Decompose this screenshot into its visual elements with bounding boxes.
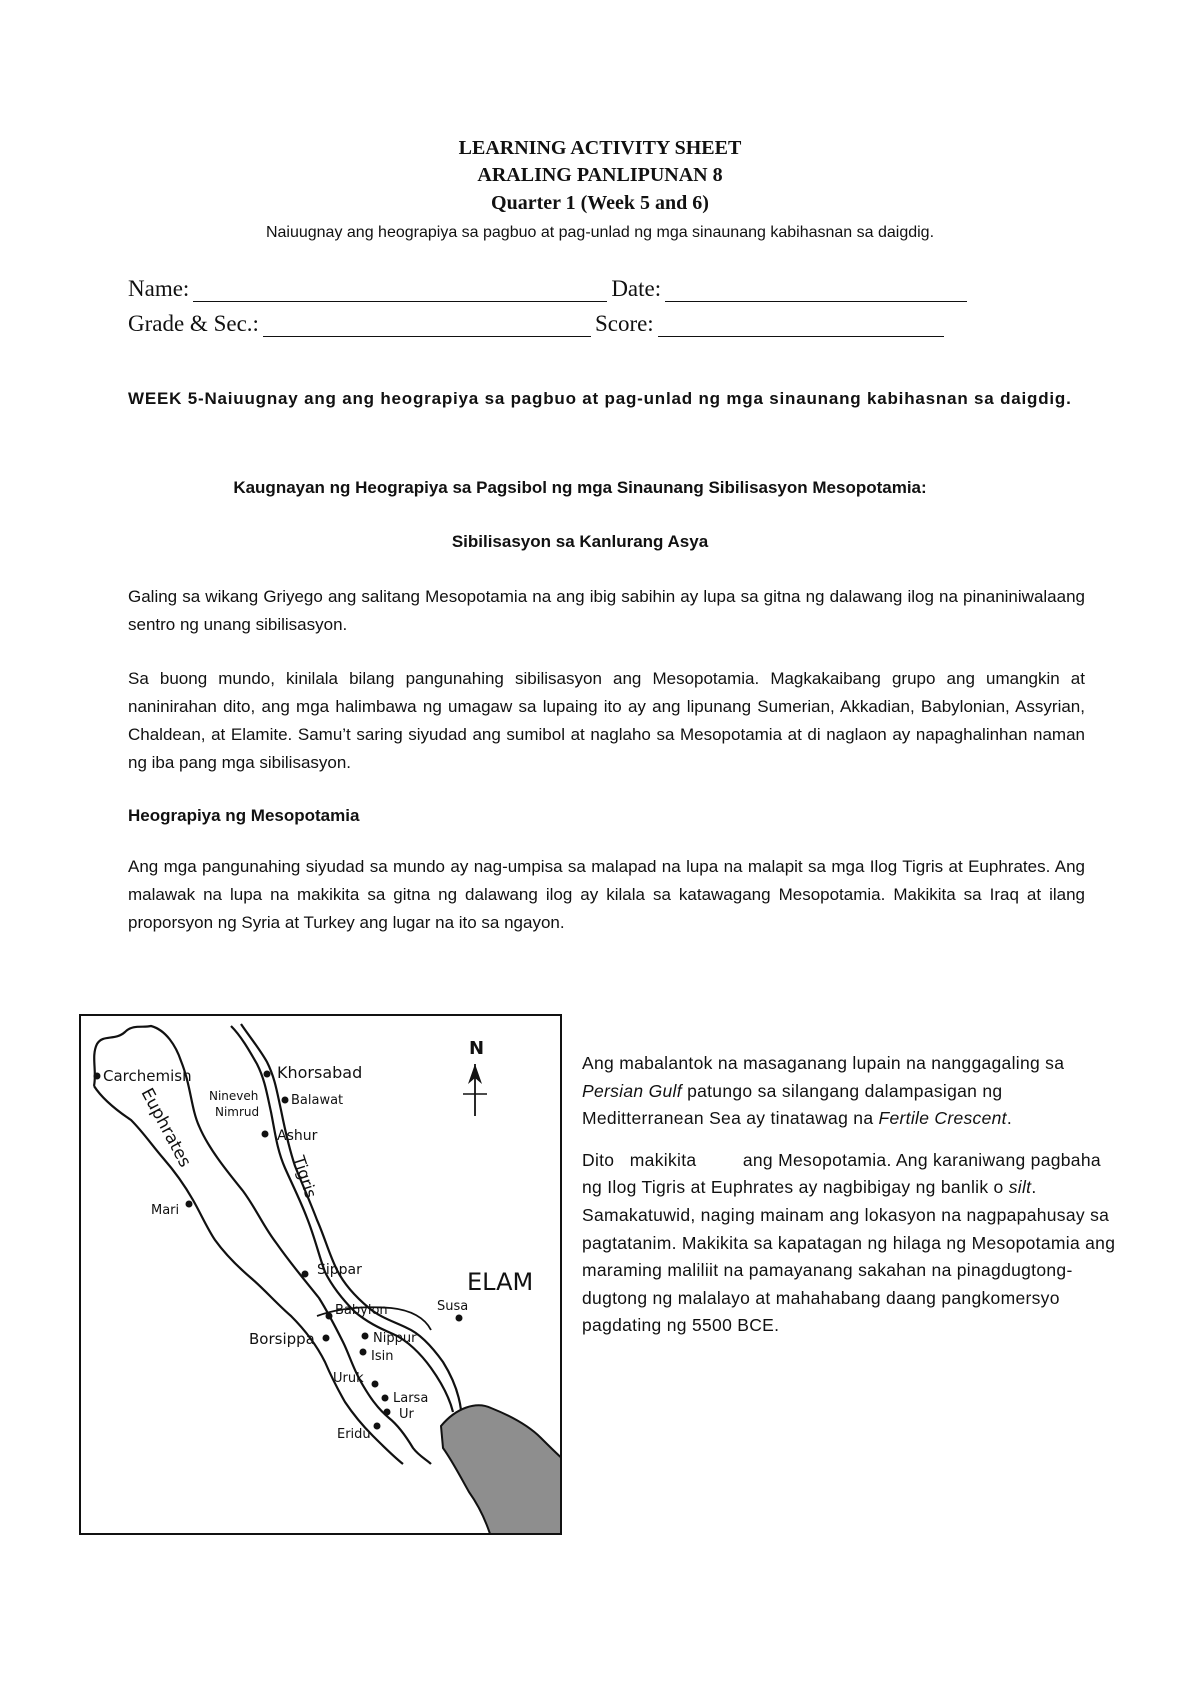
city-nimrud: Nimrud [215, 1105, 260, 1119]
score-field[interactable] [658, 314, 944, 337]
competency-subtitle: Naiuugnay ang heograpiya sa pagbuo at pag-unlad ng mga sinaunang kabihasnan sa daigdig. [265, 224, 935, 241]
city-dot-khorsabad [264, 1071, 271, 1078]
city-isin: Isin [371, 1349, 394, 1364]
sheet-title: LEARNING ACTIVITY SHEET [458, 137, 742, 159]
city-dot-borsippa [323, 1335, 330, 1342]
paragraph-civilizations: Sa buong mundo, kinilala bilang pangunahing sibilisasyon ang Mesopotamia. Magkakaibang grupo ang umangkin at naninirahan dito, ang mga halimbawa ng umagaw sa lupaing ito ay ang lipunang Sumerian, Akkadian, Babylonian, Assyrian, Chaldean, at Elamite. Samu’t saring siyudad ang sumibol at naglaho sa Mesopotamia at di naglaon ay napaghalinhan naman ng iba pang mga sibilisasyon. [128, 669, 1085, 772]
paragraph-geography: Ang mga pangunahing siyudad sa mundo ay nag-umpisa sa malapad na lupa na malapit sa mga Ilog Tigris at Euphrates. Ang malawak na lupa na makikita sa gitna ng dalawang ilog ay kilala sa katawagang Mesopotamia. Makikita sa Iraq at ilang proporsyon ng Syria at Turkey ang lugar na ito sa ngayon. [128, 857, 1085, 932]
tigris-label: Tigris [289, 1153, 321, 1201]
city-balawat: Balawat [291, 1093, 344, 1108]
city-dot-nippur [362, 1333, 369, 1340]
name-label: Name: [128, 276, 190, 301]
city-mari: Mari [151, 1203, 180, 1218]
city-dot-balawat [282, 1097, 289, 1104]
week5-objective: WEEK 5-Naiuugnay ang ang heograpiya sa pagbuo at pag-unlad ng mga sinaunang kabihasnan sa daigdig. [128, 389, 1072, 408]
silt-paragraph [582, 1147, 1122, 1340]
city-ur: Ur [399, 1407, 414, 1422]
score-label: Score: [594, 311, 654, 336]
city-dot-ur [384, 1409, 391, 1416]
city-uruk: Uruk [333, 1371, 364, 1386]
map-drawing [81, 1016, 562, 1535]
city-sippar: Sippar [317, 1262, 362, 1278]
section-heading: Kaugnayan ng Heograpiya sa Pagsibol ng mga Sinaunang Sibilisasyon Mesopotamia: [233, 478, 927, 497]
elam-label: ELAM [467, 1268, 534, 1296]
grade-section-label: Grade & Sec.: [128, 311, 259, 336]
grade-section-field[interactable] [263, 314, 591, 337]
silt-text-1: Dito makikita ang Mesopotamia. Ang karaniwang pagbaha ng Ilog Tigris at Euphrates ay nagbibigay ng banlik o [582, 1149, 1107, 1198]
silt-term: silt [1008, 1177, 1032, 1198]
city-dot-uruk [372, 1381, 379, 1388]
city-dot-sippar [302, 1271, 309, 1278]
north-label: N [469, 1038, 485, 1059]
fertile-crescent-term: Fertile Crescent [878, 1108, 1007, 1129]
fertile-crescent-text [582, 1050, 1122, 1354]
fc-text-3: . [1006, 1108, 1012, 1129]
city-susa: Susa [437, 1299, 469, 1314]
city-dot-isin [360, 1349, 367, 1356]
silt-text-2: . Samakatuwid, naging mainam ang lokasyon na nagpapahusay sa pagtatanim. Makikita sa kapatagan ng hilaga ng Mesopotamia ang maraming maliliit na pamayanang sakahan na pinagdugtong-dugtong ng malalayo at mahahabang daang pangkomersyo pagdating ng 5500 BCE. [582, 1177, 1116, 1336]
date-label: Date: [611, 276, 662, 301]
fc-text-2: patungo sa silangang dalampasigan ng Meditterranean Sea ay tinatawag na [582, 1080, 1003, 1129]
name-field[interactable] [193, 279, 607, 302]
city-khorsabad: Khorsabad [277, 1063, 363, 1082]
city-dot-eridu [374, 1423, 381, 1430]
city-dot-ashur [262, 1131, 269, 1138]
city-babylon: Babylon [335, 1303, 388, 1318]
city-borsippa: Borsippa [249, 1330, 315, 1348]
city-dot-carchemish [94, 1073, 101, 1080]
fc-text-1: Ang mabalantok na masaganang lupain na nanggagaling sa [582, 1053, 1065, 1073]
city-dot-larsa [382, 1395, 389, 1402]
city-larsa: Larsa [393, 1391, 429, 1406]
city-dot-susa [456, 1315, 463, 1322]
tigris-river-bank-a [231, 1026, 453, 1412]
city-nippur: Nippur [373, 1331, 417, 1346]
date-field[interactable] [665, 279, 967, 302]
city-nineveh: Nineveh [209, 1089, 259, 1103]
paragraph-origin: Galing sa wikang Griyego ang salitang Mesopotamia na ang ibig sabihin ay lupa sa gitna ng dalawang ilog na pinaniniwalaang sentro ng unang sibilisasyon. [128, 587, 1085, 634]
city-eridu: Eridu [337, 1427, 371, 1442]
euphrates-label: Euphrates [136, 1084, 195, 1171]
grade-score-row [128, 311, 948, 337]
geography-heading: Heograpiya ng Mesopotamia [128, 806, 360, 825]
mesopotamia-map [79, 1014, 562, 1535]
fertile-crescent-paragraph [582, 1050, 1122, 1133]
name-date-row [128, 276, 971, 302]
city-dot-babylon [326, 1313, 333, 1320]
city-ashur: Ashur [277, 1128, 318, 1144]
city-dot-mari [186, 1201, 193, 1208]
city-carchemish: Carchemish [103, 1067, 192, 1085]
section-subheading: Sibilisasyon sa Kanlurang Asya [451, 532, 709, 551]
subject-title: ARALING PANLIPUNAN 8 [477, 164, 723, 186]
persian-gulf-term: Persian Gulf [582, 1080, 682, 1101]
persian-gulf [441, 1405, 562, 1535]
quarter-title: Quarter 1 (Week 5 and 6) [491, 192, 709, 214]
